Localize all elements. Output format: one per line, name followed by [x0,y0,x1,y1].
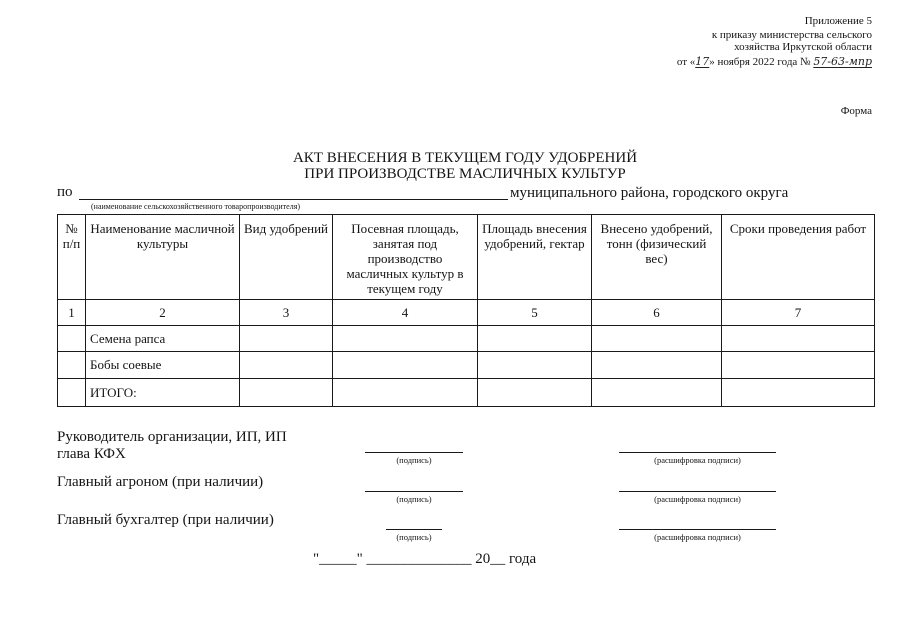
fertilizer-table [57,214,875,407]
signature-transcript-caption: (расшифровка подписи) [654,494,741,504]
header-sown-area: Посевная площадь, занятая под производство масличных культур в текущем году [333,215,478,300]
order-date-middle: » ноября 2022 года № [709,56,814,68]
signature-transcript-caption: (расшифровка подписи) [654,532,741,542]
table-row [58,326,875,352]
order-date-number-line [677,55,872,69]
header-crop-name: Наименование масличной культуры [86,215,240,300]
producer-name-blank [79,199,508,200]
table-header-row [58,215,875,300]
table-total-row [58,379,875,407]
column-number: 5 [478,300,592,326]
form-label: Форма [840,105,872,117]
header-work-dates: Сроки проведения работ [722,215,875,300]
order-reference-line-1: к приказу министерства сельского [711,29,872,41]
table-cell [722,352,875,379]
signatory-agronomist-role: Главный агроном (при наличии) [57,474,264,490]
order-reference-line-2: хозяйства Иркутской области [734,41,872,53]
table-cell [240,352,333,379]
table-cell [478,379,592,407]
table-cell [240,379,333,407]
column-number: 1 [58,300,86,326]
header-application-area: Площадь внесения удобрений, гектар [478,215,592,300]
table-cell [592,379,722,407]
producer-suffix: муниципального района, городского округа [510,185,789,201]
column-number-row [58,300,875,326]
signature-blank [365,491,463,492]
header-row-number: № п/п [58,215,86,300]
column-number: 2 [86,300,240,326]
signature-caption: (подпись) [396,532,432,542]
table-cell [240,326,333,352]
crop-name-cell: Семена рапса [86,326,240,352]
column-number: 3 [240,300,333,326]
table-cell [592,352,722,379]
table-cell [58,326,86,352]
column-number: 4 [333,300,478,326]
table-cell [722,326,875,352]
signatory-head-role-line-1: Руководитель организации, ИП, ИП [57,429,287,445]
table-cell [333,352,478,379]
signatory-accountant-role: Главный бухгалтер (при наличии) [57,512,274,528]
header-fertilizer-applied: Внесено удобрений, тонн (физический вес) [592,215,722,300]
signature-transcript-blank [619,452,776,453]
signatory-head-role-line-2: глава КФХ [57,446,126,462]
table-cell [58,379,86,407]
header-fertilizer-type: Вид удобрений [240,215,333,300]
producer-name-caption: (наименование сельскохозяйственного товаропроизводителя) [91,202,301,211]
document-title-line-2: ПРИ ПРОИЗВОДСТВЕ МАСЛИЧНЫХ КУЛЬТУР [304,166,626,182]
table-cell [478,352,592,379]
crop-name-cell: Бобы соевые [86,352,240,379]
table-cell [333,379,478,407]
table-cell [722,379,875,407]
column-number: 7 [722,300,875,326]
column-number: 6 [592,300,722,326]
order-day-handwritten: 17 [695,55,710,68]
appendix-label: Приложение 5 [804,15,872,27]
total-label-cell: ИТОГО: [86,379,240,407]
signature-caption: (подпись) [396,455,432,465]
order-number-handwritten: 57-63-мпр [813,55,872,68]
signature-caption: (подпись) [396,494,432,504]
table-cell [58,352,86,379]
document-date-line: "_____" ______________ 20__ года [313,551,537,567]
order-date-prefix: от « [676,56,696,68]
table-row [58,352,875,379]
signature-transcript-caption: (расшифровка подписи) [654,455,741,465]
table-cell [333,326,478,352]
table-cell [592,326,722,352]
document-title-line-1: АКТ ВНЕСЕНИЯ В ТЕКУЩЕМ ГОДУ УДОБРЕНИЙ [292,150,638,166]
signature-transcript-blank [619,529,776,530]
producer-prefix: по [57,184,73,200]
signature-blank [365,452,463,453]
signature-transcript-blank [619,491,776,492]
signature-blank [386,529,442,530]
table-cell [478,326,592,352]
